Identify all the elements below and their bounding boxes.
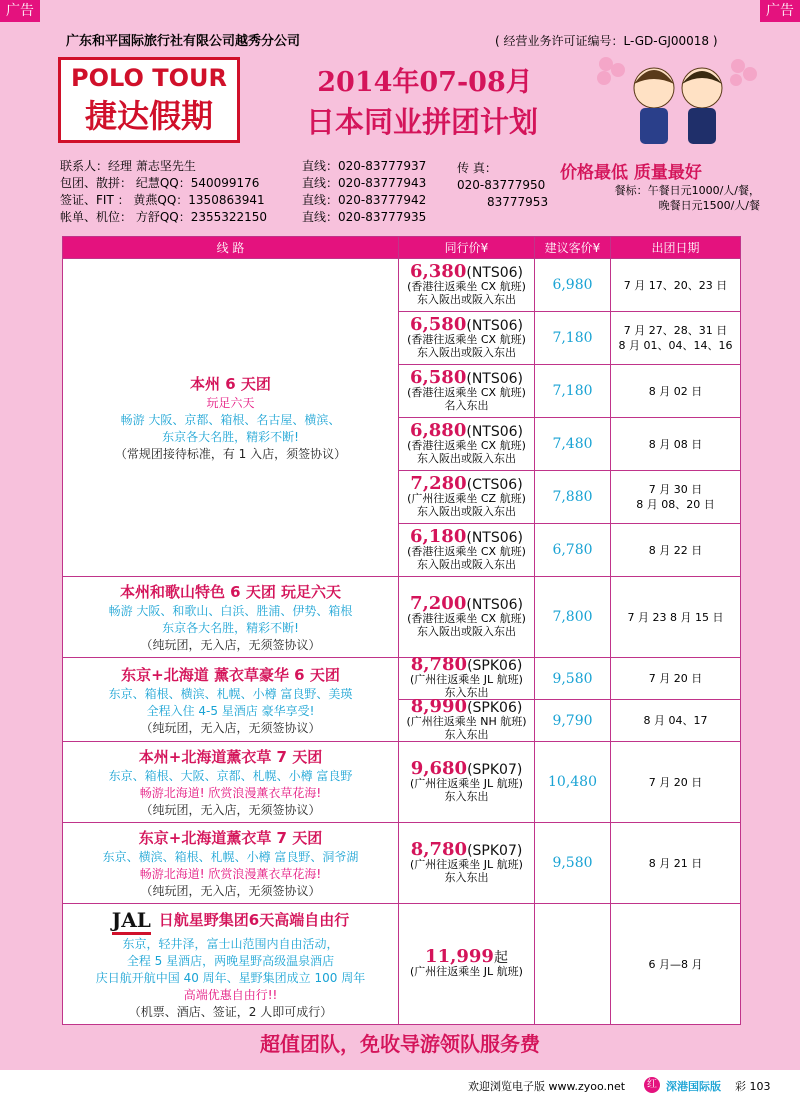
- route-cell: [63, 658, 399, 742]
- route-title: 东京+北海道 薰衣草豪华 6 天团: [121, 665, 340, 684]
- price-cell: [399, 696, 535, 742]
- footer-slogan: 超值团队，免收导游领队服务费: [260, 1032, 540, 1056]
- price-cell: [399, 365, 535, 418]
- port-info: 东入阪出或阪入东出: [417, 451, 516, 465]
- suggested-price: 7,180: [535, 365, 611, 418]
- departure-dates: [611, 471, 741, 524]
- flight-info: (香港往返乘坐 CX 航班): [407, 544, 526, 558]
- date-line: 8 月 22 日: [648, 543, 703, 557]
- departure-dates: [611, 312, 741, 365]
- suggested-price: 9,790: [535, 700, 611, 742]
- date-line: 8 月 04、17: [643, 714, 708, 727]
- flight-info: (广州往返乘坐 JL 航班): [410, 965, 523, 978]
- route-title: 本州+北海道薰衣草 7 天团: [138, 748, 323, 766]
- peer-price: 7,200: [409, 592, 467, 614]
- date-line: 8 月 01、04、14、16: [618, 339, 733, 352]
- route-line: 全程入住 4-5 星酒店 豪华享受!: [146, 703, 315, 718]
- flight-info: (广州往返乘坐 JL 航班): [410, 857, 523, 871]
- port-info: 东入阪出或阪入东出: [417, 292, 516, 306]
- route-cell: [63, 823, 399, 904]
- port-info: 东入阪出或阪入东出: [417, 557, 516, 571]
- route-title: 本州 6 天团: [190, 375, 271, 393]
- price-line: [399, 260, 534, 282]
- contact-line: 签证、FIT ： 黄燕QQ：1350863941: [60, 193, 265, 207]
- price-line: [399, 757, 534, 779]
- route-line: 东京各大名胜，精彩不断!: [162, 621, 299, 635]
- peer-price: 7,280: [410, 472, 467, 494]
- phone-line: 直线：020-83777937: [302, 159, 427, 173]
- meal-standard: [590, 183, 760, 213]
- suggested-price: 6,980: [535, 259, 611, 312]
- peer-price: 9,680: [410, 757, 468, 779]
- price-line: [399, 946, 534, 967]
- suggested-price: 7,480: [535, 418, 611, 471]
- route-line: （常规团接待标准，有 1 入店，须签协议）: [114, 447, 347, 461]
- flight-info: (香港往返乘坐 CX 航班): [407, 385, 526, 399]
- tour-code: (NTS06): [466, 370, 524, 387]
- polo-tour-logo: [58, 57, 240, 143]
- route-line: 东京，轻井泽，富士山范围内自由活动，: [122, 937, 339, 951]
- price-cell: [399, 471, 535, 524]
- tour-code: (NTS06): [466, 529, 524, 546]
- flight-info: (香港往返乘坐 CX 航班): [407, 332, 526, 346]
- flight-info: (广州往返乘坐 NH 航班): [406, 715, 527, 728]
- contact-line: 帐单、机位： 方舒QQ：2355322150: [60, 210, 268, 224]
- peer-price: 6,180: [409, 525, 467, 547]
- date-line: 8 月 21 日: [648, 856, 703, 870]
- flight-info: (香港往返乘坐 CX 航班): [407, 611, 526, 625]
- table-row: [63, 823, 741, 904]
- route-line: 东京各大名胜，精彩不断!: [162, 430, 299, 444]
- company-name: 广东和平国际旅行社有限公司越秀分公司: [66, 34, 301, 49]
- suggested-price: [535, 904, 611, 1025]
- route-title: 日航星野集团6天高端自由行: [158, 911, 350, 929]
- route-cell: [63, 577, 399, 658]
- suggested-price: 6,780: [535, 524, 611, 577]
- port-info: 名入东出: [444, 398, 489, 412]
- price-cell: [399, 823, 535, 904]
- port-info: 东入东出: [444, 789, 489, 803]
- price-cell: [399, 259, 535, 312]
- tour-code: (SPK06): [467, 658, 523, 674]
- date-line: 7 月 20 日: [648, 672, 703, 685]
- peer-price: 6,580: [409, 313, 467, 335]
- tour-code: (NTS06): [466, 317, 524, 334]
- meal-line: 晚餐日元1500/人/餐: [658, 199, 760, 212]
- contacts-phone: [302, 158, 426, 226]
- port-info: 东入东出: [444, 728, 489, 741]
- port-info: 东入阪出或阪入东出: [417, 624, 516, 638]
- ad-tag-left: 广告: [0, 0, 40, 22]
- fax-label: 传 真：: [457, 161, 497, 175]
- route-cell: [63, 904, 399, 1025]
- price-line: [399, 592, 534, 614]
- suggested-price: 9,580: [535, 658, 611, 700]
- red-badge-icon: 红: [644, 1077, 660, 1093]
- route-line: （纯玩团，无入店，无须签协议）: [140, 720, 321, 735]
- price-line: [399, 696, 534, 717]
- price-cell: [399, 312, 535, 365]
- date-line: 7 月 27、28、31 日: [623, 324, 728, 337]
- suggested-price: 9,580: [535, 823, 611, 904]
- tour-code: (SPK07): [467, 761, 523, 778]
- page-title-date: 2014年07-08月: [317, 67, 533, 98]
- port-info: 东入东出: [444, 686, 489, 699]
- departure-dates: [611, 904, 741, 1025]
- departure-dates: [611, 259, 741, 312]
- jal-logo-icon: JAL: [112, 908, 151, 935]
- price-line: [399, 654, 534, 675]
- peer-price: 8,780: [410, 838, 468, 860]
- contact-line: 联系人：经理 萧志坚先生: [60, 159, 196, 173]
- peer-price: 6,880: [409, 419, 467, 441]
- departure-dates: [611, 700, 741, 742]
- table-row: [63, 904, 741, 1025]
- route-title: 东京+北海道薰衣草 7 天团: [138, 829, 323, 847]
- tour-code: (NTS06): [466, 423, 524, 440]
- route-line: （纯玩团，无入店，无须签协议）: [140, 638, 321, 652]
- route-line: （纯玩团，无入店，无须签协议）: [140, 884, 321, 898]
- price-line: [399, 419, 534, 441]
- flight-info: (香港往返乘坐 CX 航班): [407, 438, 526, 452]
- date-line: 8 月 08 日: [648, 437, 703, 451]
- section-name: 深港国际版: [666, 1080, 721, 1093]
- ad-tag-right: 广告: [760, 0, 800, 22]
- header-peer-price: 同行价¥: [399, 237, 535, 259]
- header-departure: 出团日期: [611, 237, 741, 259]
- route-cell: [63, 742, 399, 823]
- route-line: 东京、箱根、横滨、札幌、小樽 富良野、美瑛: [108, 686, 353, 701]
- peer-price: 8,780: [410, 654, 468, 675]
- logo-line2: 捷达假期: [84, 97, 213, 135]
- table-row: [63, 577, 741, 658]
- page-title: 日本同业拼团计划: [305, 105, 538, 139]
- route-line: （纯玩团，无入店，无须签协议）: [140, 803, 321, 817]
- suggested-price: 7,180: [535, 312, 611, 365]
- tour-code: (SPK07): [467, 842, 523, 859]
- slogan: 价格最低 质量最好: [560, 163, 702, 183]
- port-info: 东入东出: [444, 870, 489, 884]
- meal-line: 餐标：午餐日元1000/人/餐，: [614, 184, 760, 197]
- price-cell: [399, 654, 535, 700]
- suggested-price: 7,880: [535, 471, 611, 524]
- fax-block: [457, 160, 548, 211]
- page-number: 彩 103: [735, 1080, 771, 1093]
- price-line: [399, 838, 534, 860]
- fax-number: 83777953: [487, 195, 549, 209]
- departure-dates: [611, 823, 741, 904]
- date-line: 8 月 02 日: [648, 384, 703, 398]
- peer-price: 11,999: [425, 946, 494, 967]
- peer-price: 6,380: [409, 260, 467, 282]
- table-row: [63, 658, 741, 700]
- date-line: 7 月 30 日: [648, 483, 703, 496]
- price-cell: [399, 577, 535, 658]
- route-line: 东京、横滨、箱根、札幌、小樽 富良野、洞爷湖: [102, 850, 359, 864]
- suggested-price: 7,800: [535, 577, 611, 658]
- tour-code: (CTS06): [466, 476, 523, 493]
- license-number: ( 经营业务许可证编号：L-GD-GJ00018 ): [495, 34, 718, 48]
- price-cell: [399, 524, 535, 577]
- suggested-price: 10,480: [535, 742, 611, 823]
- route-line: 东京、箱根、大阪、京都、札幌、小樽 富良野: [108, 769, 353, 783]
- route-cell: [63, 259, 399, 577]
- price-cell: [399, 904, 535, 1025]
- route-title: 本州和歌山特色 6 天团 玩足六天: [119, 583, 342, 601]
- departure-dates: [611, 365, 741, 418]
- phone-line: 直线：020-83777943: [302, 176, 427, 190]
- peer-price: 6,580: [409, 366, 467, 388]
- flight-info: (广州往返乘坐 JL 航班): [410, 673, 523, 686]
- cartoon-students-illustration: [588, 44, 768, 152]
- page-footer-bar: [0, 1070, 800, 1100]
- contacts-left: [60, 158, 267, 226]
- port-info: 东入阪出或阪入东出: [417, 504, 516, 518]
- price-cell: [399, 418, 535, 471]
- date-line: 6 月—8 月: [648, 957, 703, 971]
- flight-info: (广州往返乘坐 JL 航班): [410, 776, 523, 790]
- route-line: 畅游 大阪、京都、箱根、名古屋、横滨、: [120, 413, 341, 427]
- table-row: [63, 742, 741, 823]
- tour-code: 起: [493, 950, 508, 966]
- port-info: 东入阪出或阪入东出: [417, 345, 516, 359]
- header-route: 线 路: [63, 237, 399, 259]
- departure-dates: [611, 742, 741, 823]
- route-line: 玩足六天: [206, 396, 255, 410]
- route-line: 庆日航开航中国 40 周年、星野集团成立 100 周年: [95, 971, 366, 985]
- header-suggested-price: 建议客价¥: [535, 237, 611, 259]
- date-line: 7 月 20 日: [648, 775, 703, 789]
- website-text: 欢迎浏览电子版 www.zyoo.net: [468, 1080, 626, 1093]
- route-line: 畅游 大阪、和歌山、白浜、胜浦、伊势、箱根: [108, 604, 353, 618]
- route-line: 全程 5 星酒店，两晚星野高级温泉酒店: [126, 954, 335, 968]
- tour-code: (SPK06): [467, 700, 523, 716]
- price-line: [399, 366, 534, 388]
- price-line: [399, 525, 534, 547]
- departure-dates: [611, 658, 741, 700]
- departure-dates: [611, 418, 741, 471]
- date-line: 8 月 08、20 日: [636, 498, 715, 511]
- route-line: （机票、酒店、签证，2 人即可成行）: [128, 1005, 333, 1019]
- logo-line1: POLO TOUR: [71, 64, 227, 92]
- phone-line: 直线：020-83777935: [302, 210, 427, 224]
- price-line: [399, 313, 534, 335]
- tour-table: [62, 236, 741, 1025]
- date-line: 7 月 23 8 月 15 日: [627, 610, 724, 624]
- fax-number: 020-83777950: [457, 178, 546, 192]
- price-line: [399, 472, 534, 494]
- phone-line: 直线：020-83777942: [302, 193, 427, 207]
- table-row: [63, 259, 741, 312]
- route-line: 畅游北海道! 欣赏浪漫薰衣草花海!: [139, 786, 322, 800]
- flight-info: (广州往返乘坐 CZ 航班): [407, 491, 526, 505]
- date-line: 7 月 17、20、23 日: [623, 278, 728, 292]
- route-line: 畅游北海道! 欣赏浪漫薰衣草花海!: [139, 867, 322, 881]
- departure-dates: [611, 577, 741, 658]
- route-line: 高端优惠自由行!!: [183, 988, 278, 1002]
- tour-code: (NTS06): [466, 596, 524, 613]
- departure-dates: [611, 524, 741, 577]
- peer-price: 8,990: [410, 696, 468, 717]
- price-cell: [399, 742, 535, 823]
- flight-info: (香港往返乘坐 CX 航班): [407, 279, 526, 293]
- contact-line: 包团、散拼： 纪慧QQ：540099176: [60, 176, 260, 190]
- tour-code: (NTS06): [466, 264, 524, 281]
